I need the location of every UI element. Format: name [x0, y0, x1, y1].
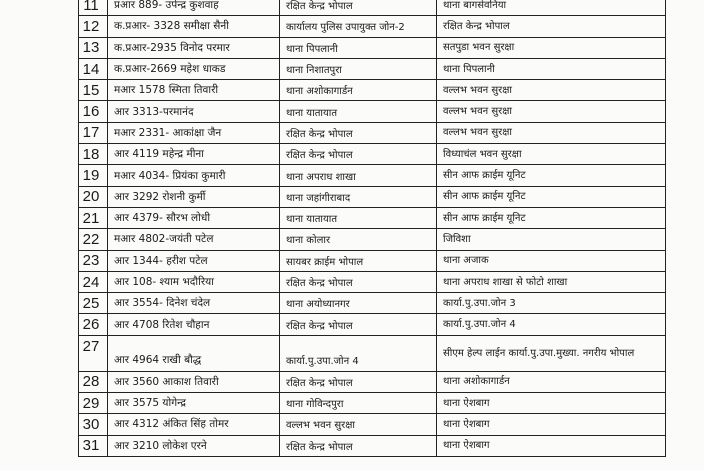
serial-number-cell: 29 [79, 393, 108, 414]
employee-name-cell: क.प्रआर- 3328 समीक्षा सैनी [108, 16, 280, 37]
new-posting-cell: थाना अपराध शाखा से फोटो शाखा [437, 271, 666, 292]
new-posting-cell: जिविशा [437, 229, 666, 250]
serial-number-cell: 23 [79, 250, 108, 271]
transfer-list-body [79, 0, 666, 456]
current-posting-cell: सायबर क्राईम भोपाल [280, 250, 437, 271]
table-row [79, 335, 666, 371]
transfer-list-table [78, 0, 666, 457]
table-row [79, 37, 666, 58]
current-posting-cell: रक्षित केन्द्र भोपाल [280, 0, 437, 16]
new-posting-cell: रक्षित केन्द्र भोपाल [437, 16, 666, 37]
new-posting-cell: थाना ऐशबाग [437, 393, 666, 414]
new-posting-cell: वल्लभ भवन सुरक्षा [437, 101, 666, 122]
employee-name-cell: प्रआर 889- उपेन्द्र कुशवाह [108, 0, 280, 16]
current-posting-cell: थाना यातायात [280, 101, 437, 122]
table-row [79, 314, 666, 335]
serial-number-cell: 12 [79, 16, 108, 37]
new-posting-cell: थाना अजाक [437, 250, 666, 271]
current-posting-cell: कार्या.पु.उपा.जोन 4 [280, 335, 437, 371]
current-posting-cell: थाना कोलार [280, 229, 437, 250]
new-posting-cell: कार्या.पु.उपा.जोन 4 [437, 314, 666, 335]
table-row [79, 371, 666, 392]
employee-name-cell: आर 3210 लोकेश एरने [108, 435, 280, 456]
new-posting-cell: सीएम हेल्प लाईन कार्या.पु.उपा.मुख्या. नगरीय भोपाल [437, 335, 666, 371]
serial-number-cell: 14 [79, 58, 108, 79]
serial-number-cell: 19 [79, 165, 108, 186]
serial-number-cell: 16 [79, 101, 108, 122]
serial-number-cell: 18 [79, 144, 108, 165]
table-row [79, 393, 666, 414]
current-posting-cell: रक्षित केन्द्र भोपाल [280, 371, 437, 392]
current-posting-cell: रक्षित केन्द्र भोपाल [280, 435, 437, 456]
current-posting-cell: रक्षित केन्द्र भोपाल [280, 271, 437, 292]
employee-name-cell: मआर 1578 स्मिता तिवारी [108, 80, 280, 101]
serial-number-cell: 22 [79, 229, 108, 250]
current-posting-cell: थाना निशातपुरा [280, 58, 437, 79]
employee-name-cell: आर 3292 रोशनी कुर्मी [108, 186, 280, 207]
employee-name-cell: मआर 4802-जयंती पटेल [108, 229, 280, 250]
new-posting-cell: थाना ऐशबाग [437, 414, 666, 435]
employee-name-cell: आर 3560 आकाश तिवारी [108, 371, 280, 392]
current-posting-cell: रक्षित केन्द्र भोपाल [280, 144, 437, 165]
new-posting-cell: सीन आफ क्राईम यूनिट [437, 186, 666, 207]
new-posting-cell: वल्लभ भवन सुरक्षा [437, 80, 666, 101]
new-posting-cell: विध्याचंल भवन सुरक्षा [437, 144, 666, 165]
serial-number-cell: 15 [79, 80, 108, 101]
employee-name-cell: आर 3554- दिनेश चंदेल [108, 293, 280, 314]
current-posting-cell: वल्लभ भवन सुरक्षा [280, 414, 437, 435]
employee-name-cell: मआर 4034- प्रियंका कुमारी [108, 165, 280, 186]
table-row [79, 250, 666, 271]
table-row [79, 0, 666, 16]
employee-name-cell: मआर 2331- आकांक्षा जैन [108, 122, 280, 143]
current-posting-cell: थाना गोविन्दपुरा [280, 393, 437, 414]
serial-number-cell: 24 [79, 271, 108, 292]
current-posting-cell: थाना अशोकागार्डन [280, 80, 437, 101]
table-row [79, 186, 666, 207]
new-posting-cell: थाना ऐशबाग [437, 435, 666, 456]
new-posting-cell: सीन आफ क्राईम यूनिट [437, 165, 666, 186]
employee-name-cell: आर 4119 महेन्द्र मीना [108, 144, 280, 165]
employee-name-cell: आर 3313-परमानंद [108, 101, 280, 122]
employee-name-cell: क.प्रआर-2935 विनोद परमार [108, 37, 280, 58]
table-row [79, 165, 666, 186]
table-row [79, 101, 666, 122]
employee-name-cell: आर 4312 अंकित सिंह तोमर [108, 414, 280, 435]
employee-name-cell: आर 108- श्याम भदौरिया [108, 271, 280, 292]
serial-number-cell: 25 [79, 293, 108, 314]
table-row [79, 293, 666, 314]
new-posting-cell: थाना अशोकागार्डन [437, 371, 666, 392]
table-row [79, 122, 666, 143]
current-posting-cell: कार्यालय पुलिस उपायुक्त जोन-2 [280, 16, 437, 37]
table-row [79, 229, 666, 250]
new-posting-cell: सतपुडा भवन सुरक्षा [437, 37, 666, 58]
current-posting-cell: रक्षित केन्द्र भोपाल [280, 314, 437, 335]
serial-number-cell: 27 [79, 335, 108, 371]
current-posting-cell: थाना अयोध्यानगर [280, 293, 437, 314]
serial-number-cell: 28 [79, 371, 108, 392]
table-row [79, 16, 666, 37]
serial-number-cell: 17 [79, 122, 108, 143]
serial-number-cell: 26 [79, 314, 108, 335]
table-row [79, 207, 666, 228]
table-row [79, 80, 666, 101]
table-row [79, 435, 666, 456]
current-posting-cell: थाना यातायात [280, 207, 437, 228]
employee-name-cell: आर 4379- सौरभ लोधी [108, 207, 280, 228]
serial-number-cell: 11 [79, 0, 108, 16]
table-row [79, 271, 666, 292]
employee-name-cell: आर 3575 योगेन्द्र [108, 393, 280, 414]
serial-number-cell: 20 [79, 186, 108, 207]
employee-name-cell: आर 4708 रितेश चौहान [108, 314, 280, 335]
serial-number-cell: 13 [79, 37, 108, 58]
table-row [79, 58, 666, 79]
current-posting-cell: थाना जहांगीराबाद [280, 186, 437, 207]
current-posting-cell: रक्षित केन्द्र भोपाल [280, 122, 437, 143]
new-posting-cell: वल्लभ भवन सुरक्षा [437, 122, 666, 143]
new-posting-cell: सीन आफ क्राईम यूनिट [437, 207, 666, 228]
current-posting-cell: थाना अपराध शाखा [280, 165, 437, 186]
new-posting-cell: थाना पिपलानी [437, 58, 666, 79]
table-row [79, 144, 666, 165]
new-posting-cell: कार्या.पु.उपा.जोन 3 [437, 293, 666, 314]
employee-name-cell: क.प्रआर-2669 महेश धाकड [108, 58, 280, 79]
serial-number-cell: 21 [79, 207, 108, 228]
new-posting-cell: थाना बागसेवनिया [437, 0, 666, 16]
current-posting-cell: थाना पिपलानी [280, 37, 437, 58]
serial-number-cell: 30 [79, 414, 108, 435]
table-row [79, 414, 666, 435]
employee-name-cell: आर 4964 राखी बौद्ध [108, 335, 280, 371]
serial-number-cell: 31 [79, 435, 108, 456]
employee-name-cell: आर 1344- हरीश पटेल [108, 250, 280, 271]
